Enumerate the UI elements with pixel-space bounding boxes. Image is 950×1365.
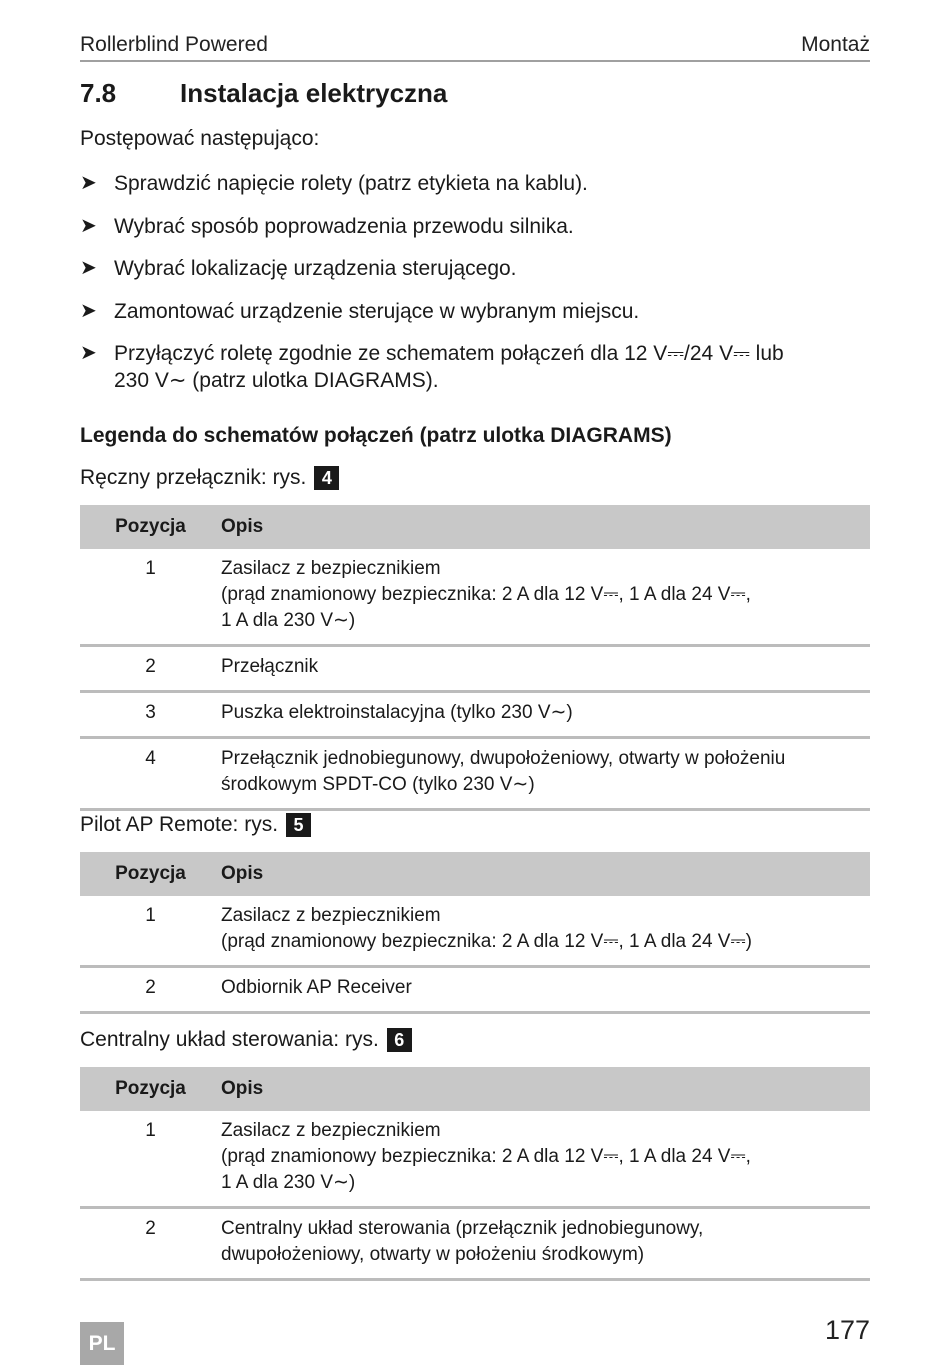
list-item [80,340,870,394]
table-label-text: Centralny układ sterowania: rys. [80,1028,379,1051]
step-text: Wybrać lokalizację urządzenia sterującego. [114,257,517,280]
list-item [80,255,870,282]
arrow-bullet-icon: ➤ [80,257,97,279]
table-row [80,646,870,692]
cell-position: 1 [80,1111,221,1208]
legend-table-ap-remote [80,852,870,1014]
list-item [80,298,870,325]
column-header-description: Opis [221,1067,870,1111]
steps-list [80,170,870,410]
table-label-text: Pilot AP Remote: rys. [80,813,279,836]
figure-number-badge: 6 [387,1028,412,1052]
table-label-manual-switch [80,466,339,490]
step-text: Zamontować urządzenie sterujące w wybranym miejscu. [114,299,640,323]
legend-table-central-control [80,1067,870,1281]
arrow-bullet-icon: ➤ [80,299,97,322]
cell-description: Przełącznik jednobiegunowy, dwupołożeniowy, otwarty w położeniu środkowym SPDT-CO (tylko 230 V∼) [221,738,870,810]
column-header-position: Pozycja [80,852,221,896]
list-item [80,170,870,197]
table-row [80,896,870,967]
cell-description: Odbiornik AP Receiver [221,967,870,1013]
table-row [80,549,870,646]
column-header-position: Pozycja [80,505,221,549]
cell-description: Zasilacz z bezpiecznikiem (prąd znamionowy bezpiecznika: 2 A dla 12 V⎓, 1 A dla 24 V⎓, 1 A dla 230 V∼) [221,549,870,646]
arrow-bullet-icon: ➤ [80,172,97,194]
header-chapter-name: Montaż [801,33,870,56]
arrow-bullet-icon: ➤ [80,214,97,237]
list-item [80,213,870,240]
legend-heading: Legenda do schematów połączeń (patrz ulotka DIAGRAMS) [80,424,672,447]
cell-position: 3 [80,692,221,738]
cell-description: Przełącznik [221,646,870,692]
header-product-name: Rollerblind Powered [80,33,268,56]
legend-table-manual-switch [80,505,870,811]
table-label-central-control [80,1028,412,1052]
section-number: 7.8 [80,78,117,108]
column-header-description: Opis [221,852,870,896]
table-label-text: Ręczny przełącznik: rys. [80,466,307,489]
table-row [80,1111,870,1208]
cell-description: Zasilacz z bezpiecznikiem (prąd znamionowy bezpiecznika: 2 A dla 12 V⎓, 1 A dla 24 V⎓) [221,896,870,967]
language-badge: PL [80,1322,124,1365]
column-header-position: Pozycja [80,1067,221,1111]
cell-position: 1 [80,896,221,967]
table-header-row [80,852,870,896]
table-label-ap-remote [80,813,311,837]
page-header [80,30,870,62]
step-text: Przyłączyć roletę zgodnie ze schematem połączeń dla 12 V⎓/24 V⎓ lub 230 V∼ (patrz ulotka DIAGRAMS). [114,342,784,392]
table-header-row [80,505,870,549]
table-row [80,738,870,810]
column-header-description: Opis [221,505,870,549]
step-text: Sprawdzić napięcie rolety (patrz etykieta na kablu). [114,172,588,195]
table-row [80,967,870,1013]
cell-position: 2 [80,646,221,692]
section-title-text: Instalacja elektryczna [180,78,448,108]
arrow-bullet-icon: ➤ [80,342,97,364]
cell-description: Zasilacz z bezpiecznikiem (prąd znamionowy bezpiecznika: 2 A dla 12 V⎓, 1 A dla 24 V⎓, 1 A dla 230 V∼) [221,1111,870,1208]
figure-number-badge: 4 [314,466,339,490]
cell-description: Centralny układ sterowania (przełącznik jednobiegunowy, dwupołożeniowy, otwarty w położeniu środkowym) [221,1208,870,1280]
cell-position: 4 [80,738,221,810]
intro-text: Postępować następująco: [80,127,320,150]
cell-description: Puszka elektroinstalacyjna (tylko 230 V∼) [221,692,870,738]
table-header-row [80,1067,870,1111]
cell-position: 1 [80,549,221,646]
figure-number-badge: 5 [286,813,311,837]
cell-position: 2 [80,1208,221,1280]
step-text: Wybrać sposób poprowadzenia przewodu silnika. [114,214,574,238]
table-row [80,1208,870,1280]
table-row [80,692,870,738]
page-number: 177 [824,1315,870,1345]
cell-position: 2 [80,967,221,1013]
section-title [80,78,447,109]
